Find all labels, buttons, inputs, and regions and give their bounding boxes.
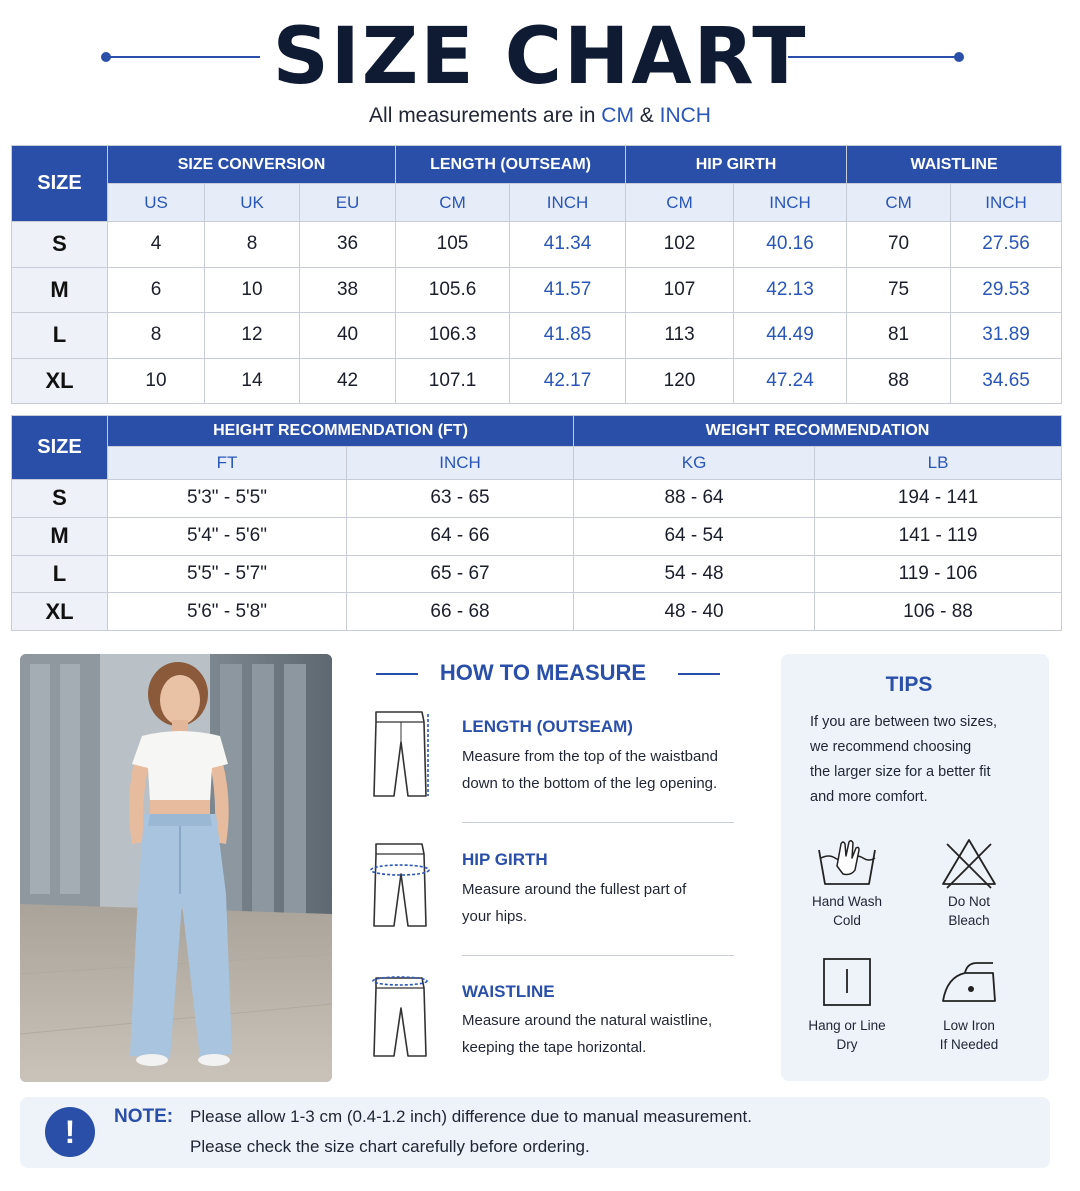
subtitle-cm: CM bbox=[601, 104, 634, 127]
table-cell: 5'4" - 5'6" bbox=[108, 517, 347, 555]
size-table bbox=[11, 145, 1062, 404]
table-cell: 44.49 bbox=[734, 313, 847, 359]
tips-line: and more comfort. bbox=[810, 789, 928, 805]
table-cell: 34.65 bbox=[951, 358, 1062, 404]
row-size-label: L bbox=[12, 313, 108, 359]
subheader-us: US bbox=[108, 184, 205, 222]
table-row bbox=[12, 222, 1062, 268]
table-row bbox=[12, 517, 1062, 555]
page-title: SIZE CHART bbox=[272, 12, 808, 102]
subheader-lb: LB bbox=[815, 447, 1062, 480]
subheader-height-inch: INCH bbox=[347, 447, 574, 480]
table-cell: 4 bbox=[108, 222, 205, 268]
row-size-label: XL bbox=[12, 593, 108, 631]
model-photo bbox=[20, 654, 332, 1082]
how-to-measure-title: HOW TO MEASURE bbox=[439, 660, 647, 685]
subtitle-amp: & bbox=[633, 104, 660, 127]
measure-length-heading: LENGTH (OUTSEAM) bbox=[462, 717, 633, 736]
measure-hip-line2: your hips. bbox=[462, 908, 528, 925]
table-cell: 70 bbox=[847, 222, 951, 268]
care-label-line: Do Not bbox=[947, 894, 991, 909]
table-cell: 48 - 40 bbox=[574, 593, 815, 631]
table-row bbox=[12, 593, 1062, 631]
table-cell: 8 bbox=[205, 222, 300, 268]
table-cell: 38 bbox=[300, 267, 396, 313]
subheader-waist-inch: INCH bbox=[951, 184, 1062, 222]
page-subtitle bbox=[0, 104, 1080, 128]
exclamation-icon: ! bbox=[45, 1107, 95, 1157]
table-cell: 10 bbox=[108, 358, 205, 404]
subtitle-inch: INCH bbox=[659, 104, 711, 127]
measure-hip-text bbox=[462, 876, 762, 930]
subheader-waist-cm: CM bbox=[847, 184, 951, 222]
table-cell: 41.34 bbox=[510, 222, 626, 268]
table-cell: 41.85 bbox=[510, 313, 626, 359]
care-label-line: Cold bbox=[833, 913, 861, 928]
table-cell: 47.24 bbox=[734, 358, 847, 404]
model-photo-illustration bbox=[20, 654, 332, 1082]
tips-text bbox=[810, 710, 1025, 810]
do-not-bleach-label bbox=[914, 892, 1024, 930]
note-label: NOTE: bbox=[114, 1106, 174, 1127]
iron-label bbox=[914, 1016, 1024, 1054]
care-label-line: Hand Wash bbox=[811, 894, 883, 909]
tips-title: TIPS bbox=[885, 673, 933, 696]
table-cell: 29.53 bbox=[951, 267, 1062, 313]
care-label-line: Dry bbox=[836, 1037, 858, 1052]
table-row bbox=[12, 267, 1062, 313]
row-size-label: M bbox=[12, 267, 108, 313]
group-header-hip-girth: HIP GIRTH bbox=[626, 146, 847, 184]
subheader-hip-inch: INCH bbox=[734, 184, 847, 222]
subheader-length-cm: CM bbox=[396, 184, 510, 222]
rec-table-size-header: SIZE bbox=[12, 416, 108, 480]
group-header-length: LENGTH (OUTSEAM) bbox=[396, 146, 626, 184]
table-cell: 105 bbox=[396, 222, 510, 268]
table-cell: 106 - 88 bbox=[815, 593, 1062, 631]
note-line-2: Please check the size chart carefully before ordering. bbox=[190, 1137, 590, 1156]
table-cell: 141 - 119 bbox=[815, 517, 1062, 555]
subheader-ft: FT bbox=[108, 447, 347, 480]
subheader-uk: UK bbox=[205, 184, 300, 222]
measure-waist-heading: WAISTLINE bbox=[462, 982, 555, 1001]
table-cell: 5'5" - 5'7" bbox=[108, 555, 347, 593]
group-header-waistline: WAISTLINE bbox=[847, 146, 1062, 184]
iron-icon bbox=[937, 955, 1001, 1011]
table-cell: 113 bbox=[626, 313, 734, 359]
subheader-length-inch: INCH bbox=[510, 184, 626, 222]
care-label-line: Hang or Line bbox=[808, 1018, 886, 1033]
do-not-bleach-icon bbox=[937, 836, 1001, 892]
table-cell: 64 - 66 bbox=[347, 517, 574, 555]
table-cell: 120 bbox=[626, 358, 734, 404]
row-size-label: S bbox=[12, 222, 108, 268]
table-cell: 31.89 bbox=[951, 313, 1062, 359]
table-cell: 75 bbox=[847, 267, 951, 313]
table-cell: 27.56 bbox=[951, 222, 1062, 268]
table-cell: 36 bbox=[300, 222, 396, 268]
table-cell: 41.57 bbox=[510, 267, 626, 313]
table-cell: 40.16 bbox=[734, 222, 847, 268]
measure-length-text bbox=[462, 743, 762, 797]
tips-line: we recommend choosing bbox=[810, 739, 972, 755]
table-cell: 106.3 bbox=[396, 313, 510, 359]
table-cell: 5'3" - 5'5" bbox=[108, 480, 347, 518]
table-cell: 42.13 bbox=[734, 267, 847, 313]
care-label-line: Low Iron bbox=[943, 1018, 995, 1033]
table-cell: 81 bbox=[847, 313, 951, 359]
jeans-length-icon bbox=[364, 708, 436, 798]
table-cell: 64 - 54 bbox=[574, 517, 815, 555]
table-cell: 54 - 48 bbox=[574, 555, 815, 593]
table-cell: 119 - 106 bbox=[815, 555, 1062, 593]
measure-length-line2: down to the bottom of the leg opening. bbox=[462, 775, 718, 792]
table-cell: 105.6 bbox=[396, 267, 510, 313]
table-row bbox=[12, 480, 1062, 518]
table-cell: 65 - 67 bbox=[347, 555, 574, 593]
table-cell: 5'6" - 5'8" bbox=[108, 593, 347, 631]
group-header-weight: WEIGHT RECOMMENDATION bbox=[574, 416, 1062, 447]
subtitle-prefix: All measurements are in bbox=[369, 104, 602, 127]
tips-line: the larger size for a better fit bbox=[810, 764, 991, 780]
measure-waist-line2: keeping the tape horizontal. bbox=[462, 1039, 647, 1056]
measure-divider bbox=[462, 955, 734, 956]
table-cell: 107.1 bbox=[396, 358, 510, 404]
table-row bbox=[12, 555, 1062, 593]
measure-waist-line1: Measure around the natural waistline, bbox=[462, 1012, 713, 1029]
table-cell: 88 bbox=[847, 358, 951, 404]
note-line-1: Please allow 1-3 cm (0.4-1.2 inch) difference due to manual measurement. bbox=[190, 1107, 752, 1126]
row-size-label: M bbox=[12, 517, 108, 555]
size-table-size-header: SIZE bbox=[12, 146, 108, 222]
table-row bbox=[12, 358, 1062, 404]
table-cell: 63 - 65 bbox=[347, 480, 574, 518]
subheader-kg: KG bbox=[574, 447, 815, 480]
measure-length-line1: Measure from the top of the waistband bbox=[462, 748, 718, 765]
hand-wash-label bbox=[792, 892, 902, 930]
measure-divider bbox=[462, 822, 734, 823]
table-cell: 107 bbox=[626, 267, 734, 313]
table-cell: 40 bbox=[300, 313, 396, 359]
table-cell: 6 bbox=[108, 267, 205, 313]
care-label-line: If Needed bbox=[939, 1037, 999, 1052]
measure-waist-text bbox=[462, 1007, 762, 1061]
measure-hip-line1: Measure around the fullest part of bbox=[462, 881, 687, 898]
group-header-size-conversion: SIZE CONVERSION bbox=[108, 146, 396, 184]
table-cell: 42.17 bbox=[510, 358, 626, 404]
table-cell: 8 bbox=[108, 313, 205, 359]
table-cell: 14 bbox=[205, 358, 300, 404]
table-row bbox=[12, 313, 1062, 359]
jeans-waist-icon bbox=[364, 972, 436, 1062]
how-to-measure-rule-right bbox=[678, 673, 720, 675]
measure-hip-heading: HIP GIRTH bbox=[462, 850, 548, 869]
hang-dry-label bbox=[792, 1016, 902, 1054]
row-size-label: S bbox=[12, 480, 108, 518]
tips-line: If you are between two sizes, bbox=[810, 714, 997, 730]
hang-dry-icon bbox=[815, 955, 879, 1011]
subheader-hip-cm: CM bbox=[626, 184, 734, 222]
table-cell: 66 - 68 bbox=[347, 593, 574, 631]
recommendation-table bbox=[11, 415, 1062, 631]
group-header-height: HEIGHT RECOMMENDATION (FT) bbox=[108, 416, 574, 447]
table-cell: 42 bbox=[300, 358, 396, 404]
how-to-measure-rule-left bbox=[376, 673, 418, 675]
subheader-eu: EU bbox=[300, 184, 396, 222]
table-cell: 194 - 141 bbox=[815, 480, 1062, 518]
hand-wash-icon bbox=[815, 836, 879, 892]
jeans-hip-icon bbox=[364, 840, 436, 930]
row-size-label: L bbox=[12, 555, 108, 593]
care-label-line: Bleach bbox=[948, 913, 990, 928]
table-cell: 12 bbox=[205, 313, 300, 359]
table-cell: 88 - 64 bbox=[574, 480, 815, 518]
table-cell: 10 bbox=[205, 267, 300, 313]
row-size-label: XL bbox=[12, 358, 108, 404]
table-cell: 102 bbox=[626, 222, 734, 268]
